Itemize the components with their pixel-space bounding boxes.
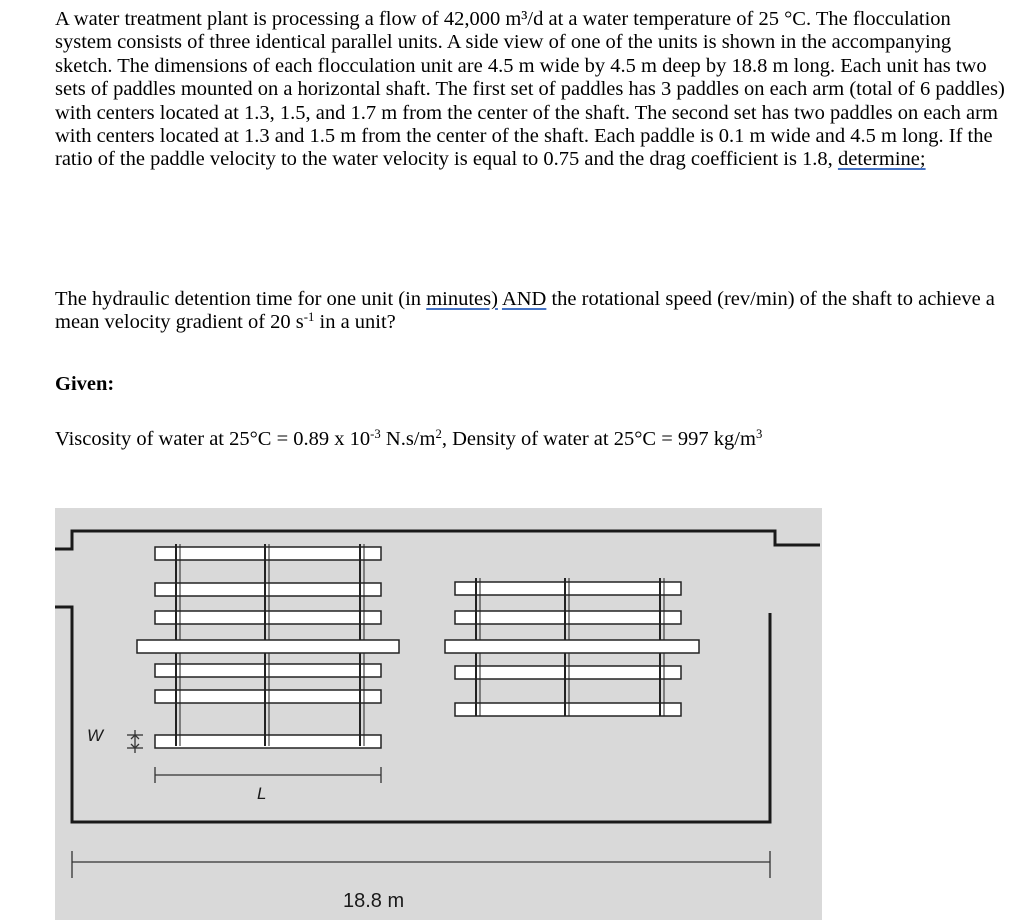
shaft bbox=[137, 640, 399, 653]
paddle bbox=[155, 664, 381, 677]
paddle bbox=[455, 703, 681, 716]
paddle bbox=[155, 690, 381, 703]
question-part1: The hydraulic detention time for one unit (in bbox=[55, 288, 427, 310]
question-text bbox=[55, 288, 1005, 335]
question-part2: the rotational speed (rev/min) of the shaft to achieve a mean velocity gradient of 20 s bbox=[55, 288, 995, 334]
minutes-link[interactable]: minutes) bbox=[426, 288, 498, 310]
viscosity-exponent: -3 bbox=[370, 427, 381, 442]
problem-text: A water treatment plant is processing a flow of 42,000 m³/d at a water temperature of 25 °C. The flocculation system consists of three identical parallel units. A side view of one of the units is shown in the accompanying sketch. The dimensions of each flocculation unit are 4.5 m wide by 4.5 m deep by 18.8 m long. Each unit has two sets of paddles mounted on a horizontal shaft. The first set of paddles has 3 paddles on each arm (total of 6 paddles) with centers located at 1.3, 1.5, and 1.7 m from the center of the shaft. The second set has two paddles on each arm with centers located at 1.3 and 1.5 m from the center of the shaft. Each paddle is 0.1 m wide and 4.5 m long. If the ratio of the paddle velocity to the water velocity is equal to 0.75 and the drag coefficient is 1.8, bbox=[55, 8, 1005, 171]
viscosity-unit: N.s/m bbox=[380, 428, 436, 450]
inverse-seconds-exponent: -1 bbox=[303, 310, 315, 325]
width-label: W bbox=[87, 726, 104, 745]
paddle bbox=[455, 666, 681, 679]
given-heading: Given: bbox=[55, 373, 115, 395]
paddle-set-2 bbox=[445, 578, 699, 716]
problem-statement bbox=[55, 8, 1005, 172]
viscosity-unit-exponent: 2 bbox=[435, 427, 442, 442]
density-text: , Density of water at 25°C = 997 kg/m bbox=[441, 428, 756, 450]
density-exponent: 3 bbox=[755, 427, 763, 442]
shaft bbox=[445, 640, 699, 653]
flocculator-side-view-sketch bbox=[55, 508, 822, 920]
paddle bbox=[155, 735, 381, 748]
paddle-length-dimension bbox=[155, 767, 381, 783]
viscosity-text: Viscosity of water at 25°C = 0.89 x 10 bbox=[55, 428, 371, 450]
paddle bbox=[155, 583, 381, 596]
width-dimension bbox=[127, 730, 143, 753]
sketch-drawing bbox=[55, 508, 822, 920]
tank-length-label: 18.8 m bbox=[343, 890, 405, 912]
paddle-set-1 bbox=[137, 544, 399, 748]
water-properties bbox=[55, 428, 1005, 451]
paddle-length-label: L bbox=[257, 784, 267, 803]
paddle bbox=[155, 611, 381, 624]
tank-length-dimension bbox=[72, 851, 770, 878]
determine-link[interactable]: determine; bbox=[837, 148, 926, 171]
question-part3: in a unit? bbox=[314, 311, 396, 334]
paddle bbox=[455, 582, 681, 595]
paddle bbox=[155, 547, 381, 560]
and-link[interactable]: AND bbox=[501, 288, 547, 310]
paddle bbox=[455, 611, 681, 624]
